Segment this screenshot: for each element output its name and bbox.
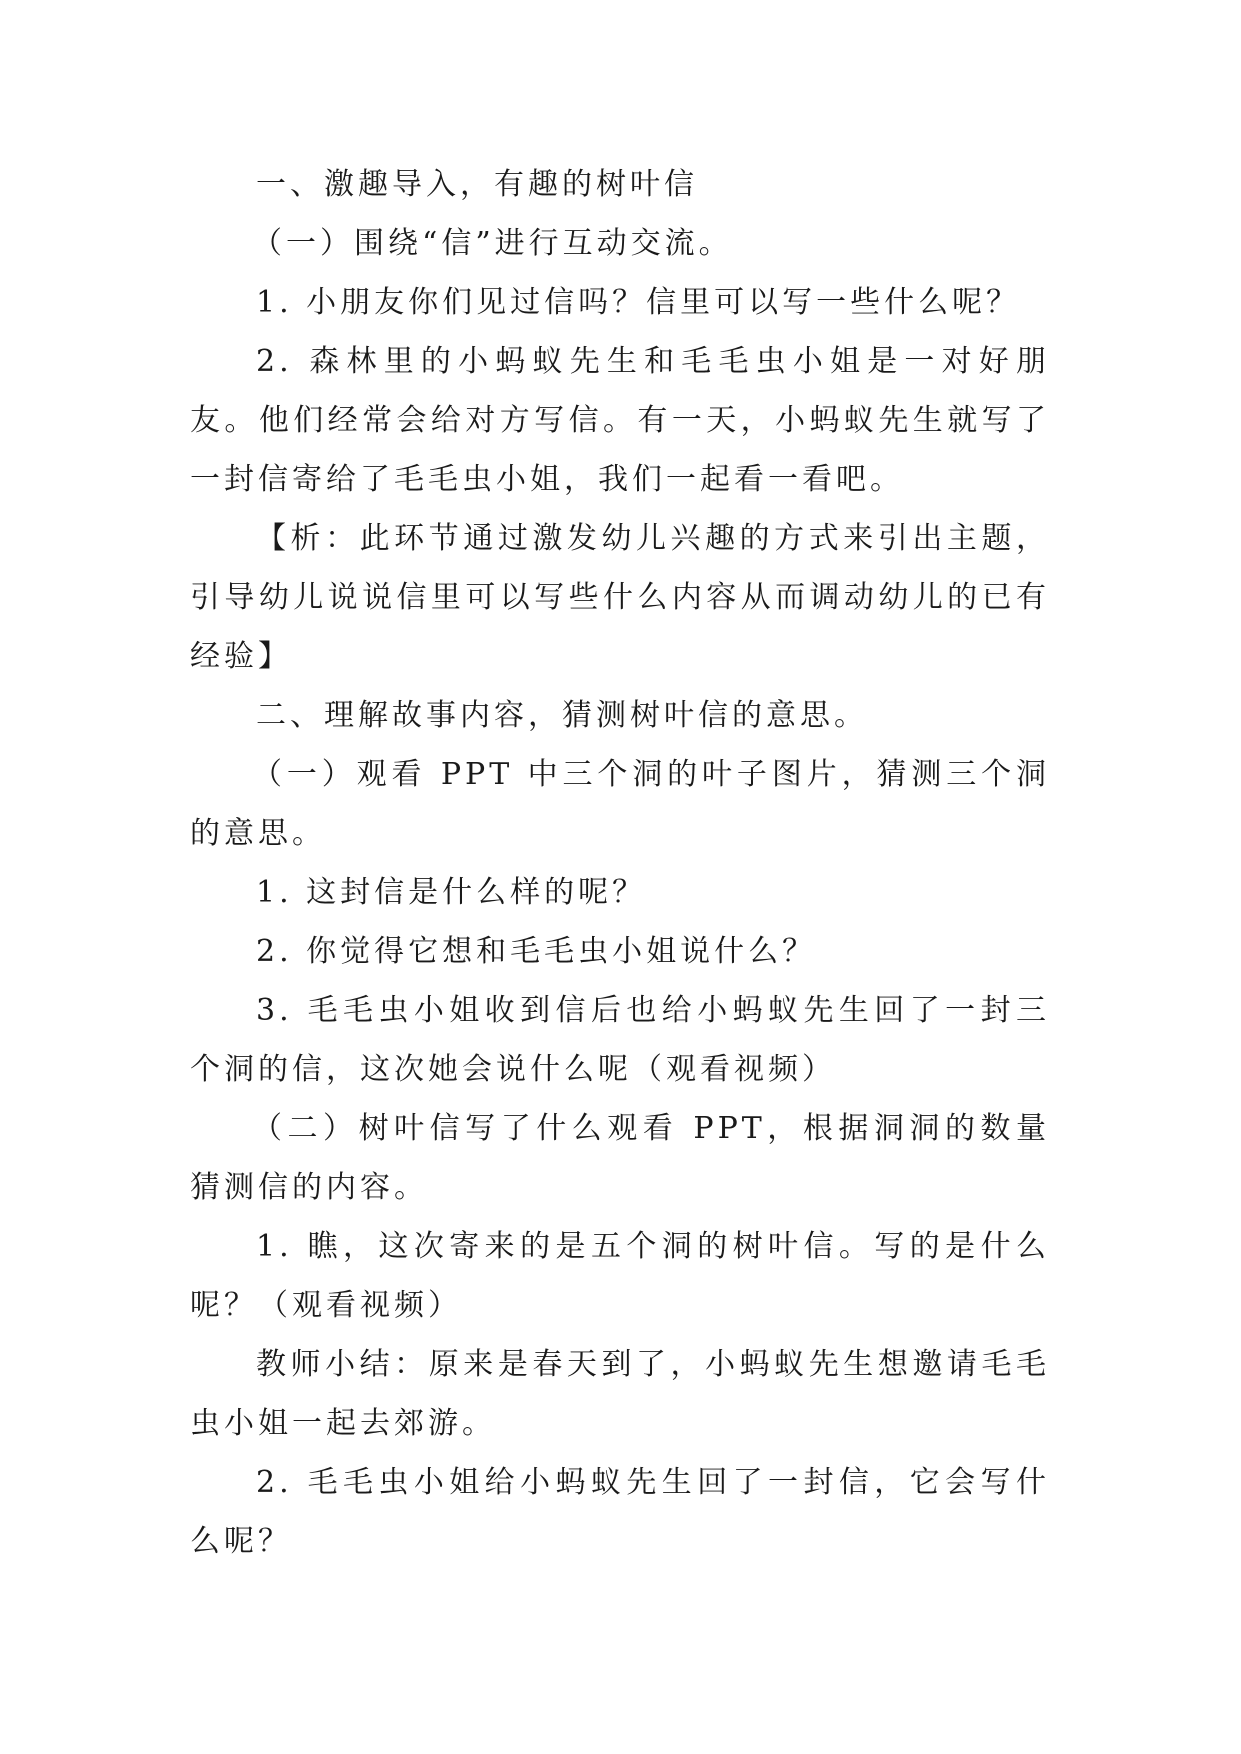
section-heading-2: 二、理解故事内容，猜测树叶信的意思。: [256, 698, 868, 733]
analysis-note: 【析：此环节通过激发幼儿兴趣的方式来引出主题，引导幼儿说说信里可以写些什么内容从而调动幼儿的已有经验】: [190, 521, 1050, 674]
list-item-question-5: 3. 毛毛虫小姐收到信后也给小蚂蚁先生回了一封三个洞的信，这次她会说什么呢（观看视频）: [190, 993, 1050, 1087]
list-item-question-6: 1. 瞧，这次寄来的是五个洞的树叶信。写的是什么呢？（观看视频）: [190, 1229, 1050, 1323]
teacher-summary: 教师小结：原来是春天到了，小蚂蚁先生想邀请毛毛虫小姐一起去郊游。: [190, 1347, 1050, 1441]
list-item-question-4: 2. 你觉得它想和毛毛虫小姐说什么？: [256, 934, 817, 969]
list-item-question-7: 2. 毛毛虫小姐给小蚂蚁先生回了一封信，它会写什么呢？: [190, 1465, 1050, 1559]
list-item-question-2: 2. 森林里的小蚂蚁先生和毛毛虫小姐是一对好朋友。他们经常会给对方写信。有一天，小蚂蚁先生就写了一封信寄给了毛毛虫小姐，我们一起看一看吧。: [190, 344, 1050, 497]
document-body: [190, 155, 1050, 1571]
subsection-heading-1-1: （一）围绕“信”进行互动交流。: [252, 226, 733, 261]
subsection-heading-2-2: （二）树叶信写了什么观看 PPT，根据洞洞的数量猜测信的内容。: [190, 1111, 1050, 1205]
list-item-question-3: 1. 这封信是什么样的呢？: [256, 875, 647, 910]
subsection-heading-2-1: （一）观看 PPT 中三个洞的叶子图片，猜测三个洞的意思。: [190, 757, 1050, 851]
section-heading-1: 一、激趣导入，有趣的树叶信: [256, 167, 698, 202]
list-item-question-1: 1. 小朋友你们见过信吗？信里可以写一些什么呢？: [256, 285, 1021, 320]
